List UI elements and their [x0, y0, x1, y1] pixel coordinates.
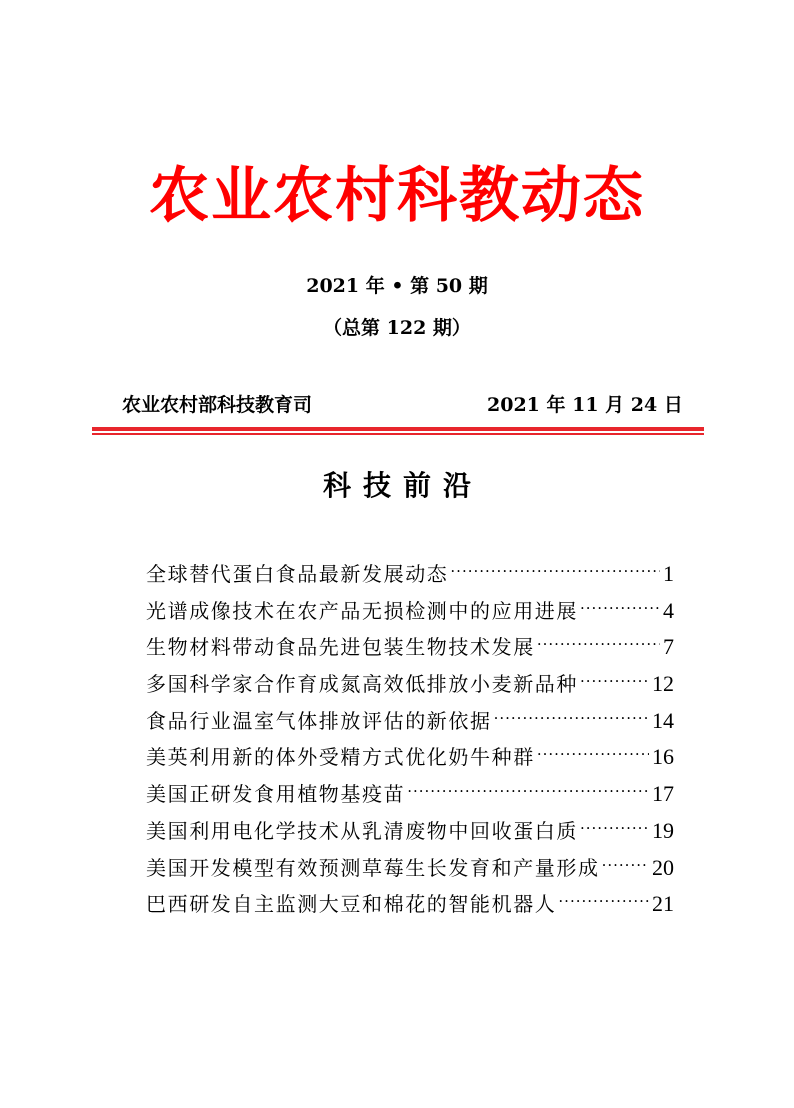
toc-item-title: 美英利用新的体外受精方式优化奶牛种群: [146, 745, 535, 770]
toc-item-page: 4: [663, 597, 674, 623]
toc-item-title: 多国科学家合作育成氮高效低排放小麦新品种: [146, 672, 578, 697]
toc-item-page: 7: [663, 634, 674, 660]
toc-leader-dots: [450, 561, 660, 581]
toc-item[interactable]: [146, 776, 674, 813]
toc-leader-dots: [602, 855, 649, 875]
toc-item-title: 美国正研发食用植物基疫苗: [146, 782, 406, 807]
toc-item-page: 21: [652, 891, 674, 917]
toc-leader-dots: [580, 818, 649, 838]
table-of-contents: [146, 556, 674, 923]
publish-date: 2021 年 11 月 24 日: [487, 394, 683, 416]
toc-item[interactable]: [146, 629, 674, 666]
toc-item-page: 19: [652, 817, 674, 843]
toc-item-title: 美国开发模型有效预测草莓生长发育和产量形成: [146, 855, 600, 880]
toc-item-title: 美国利用电化学技术从乳清废物中回收蛋白质: [146, 818, 578, 843]
toc-item[interactable]: [146, 850, 674, 887]
toc-item-title: 全球替代蛋白食品最新发展动态: [146, 562, 449, 586]
toc-item-page: 17: [652, 781, 674, 807]
toc-item[interactable]: [146, 886, 674, 923]
toc-item-page: 1: [663, 561, 674, 586]
toc-item-page: 12: [652, 671, 674, 697]
toc-leader-dots: [537, 744, 649, 764]
toc-item[interactable]: [146, 739, 674, 776]
toc-leader-dots: [580, 598, 660, 618]
publisher: 农业农村部科技教育司: [122, 394, 313, 416]
publication-title: 农业农村科教动态: [149, 161, 645, 231]
header-rule-thin: [92, 433, 704, 435]
header-rule-thick: [92, 427, 704, 431]
section-title: 科技前沿: [322, 469, 483, 502]
toc-item-page: 14: [652, 707, 674, 733]
toc-item-title: 光谱成像技术在农产品无损检测中的应用进展: [146, 598, 578, 623]
toc-item-title: 生物材料带动食品先进包装生物技术发展: [146, 635, 535, 660]
toc-leader-dots: [494, 708, 649, 728]
toc-item[interactable]: [146, 666, 674, 703]
toc-leader-dots: [407, 781, 649, 801]
toc-item[interactable]: [146, 703, 674, 740]
toc-item-page: 20: [652, 854, 674, 880]
toc-leader-dots: [558, 891, 649, 911]
toc-item[interactable]: [146, 813, 674, 850]
total-issue-number: （总第 122 期）: [323, 317, 471, 339]
toc-item-page: 16: [652, 744, 674, 770]
toc-item-title: 食品行业温室气体排放评估的新依据: [146, 708, 492, 733]
toc-leader-dots: [580, 671, 649, 691]
toc-leader-dots: [537, 634, 660, 654]
toc-item-title: 巴西研发自主监测大豆和棉花的智能机器人: [146, 892, 557, 917]
toc-item[interactable]: [146, 556, 674, 593]
issue-number: 2021 年 • 第 50 期: [306, 275, 488, 297]
toc-item[interactable]: [146, 593, 674, 630]
